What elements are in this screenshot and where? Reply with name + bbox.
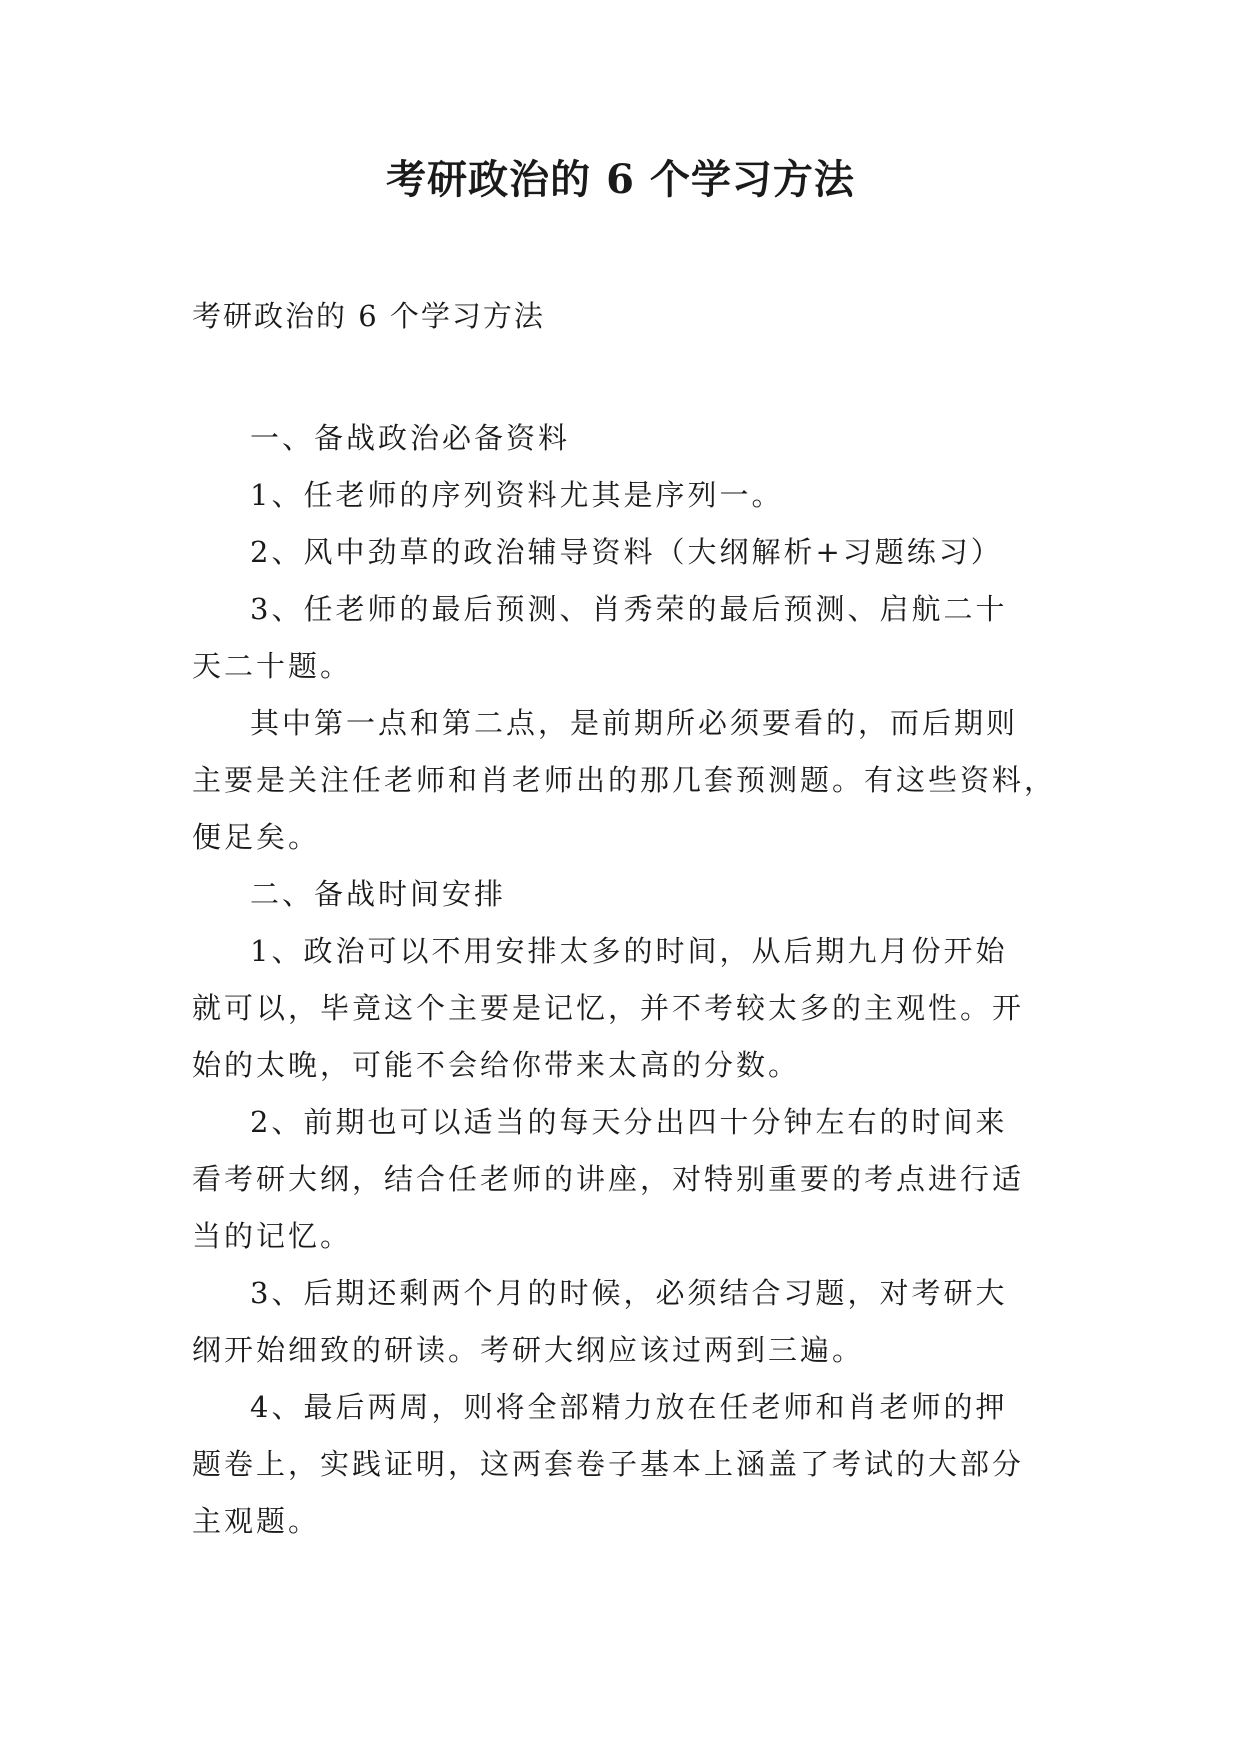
section-heading-schedule: 二、备战时间安排 — [250, 877, 507, 911]
paragraph: 2、风中劲草的政治辅导资料（大纲解析+习题练习） — [250, 535, 1003, 569]
document-body — [192, 410, 1062, 1550]
paragraph: 3、后期还剩两个月的时候，必须结合习题，对考研大 纲开始细致的研读。考研大纲应该过两到三遍。 — [192, 1276, 1008, 1367]
document-subtitle: 考研政治的 6 个学习方法 — [192, 299, 545, 333]
section-heading-materials: 一、备战政治必备资料 — [250, 421, 571, 455]
paragraph: 3、任老师的最后预测、肖秀荣的最后预测、启航二十 天二十题。 — [192, 592, 1008, 683]
paragraph: 4、最后两周，则将全部精力放在任老师和肖老师的押 题卷上，实践证明，这两套卷子基本上涵盖了考试的大部分 主观题。 — [192, 1390, 1025, 1538]
document-title: 考研政治的 6 个学习方法 — [386, 156, 855, 203]
paragraph: 其中第一点和第二点，是前期所必须要看的，而后期则 主要是关注任老师和肖老师出的那几套预测题。有这些资料， 便足矣。 — [192, 706, 1057, 854]
paragraph: 1、任老师的序列资料尤其是序列一。 — [250, 478, 784, 512]
paragraph: 2、前期也可以适当的每天分出四十分钟左右的时间来 看考研大纲，结合任老师的讲座，对特别重要的考点进行适 当的记忆。 — [192, 1105, 1025, 1253]
paragraph: 1、政治可以不用安排太多的时间，从后期九月份开始 就可以，毕竟这个主要是记忆，并不考较太多的主观性。开 始的太晚，可能不会给你带来太高的分数。 — [192, 934, 1025, 1082]
